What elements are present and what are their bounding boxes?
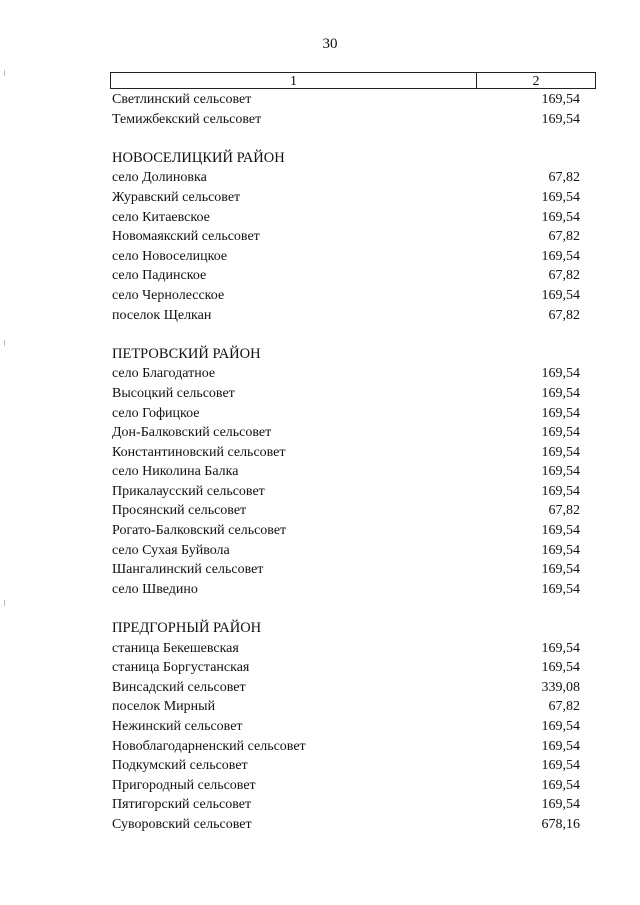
table-row	[112, 795, 580, 815]
table-row	[112, 90, 580, 110]
amount-value: 169,54	[541, 581, 580, 597]
table-row	[112, 541, 580, 561]
amount-value: 169,54	[541, 542, 580, 558]
settlement-name: село Чернолесское	[112, 287, 225, 303]
amount-value: 169,54	[541, 523, 580, 539]
settlement-name: село Новоселицкое	[112, 248, 228, 264]
table-row	[112, 776, 580, 796]
amount-value: 67,82	[548, 268, 580, 284]
amount-value: 67,82	[548, 229, 580, 245]
settlement-name: Шангалинский сельсовет	[112, 562, 264, 578]
settlement-name: Прикалаусский сельсовет	[112, 483, 265, 499]
column-header-1: 1	[111, 73, 477, 88]
settlement-name: Винсадский сельсовет	[112, 679, 246, 695]
settlement-name: село Долиновка	[112, 170, 207, 186]
settlement-name: поселок Щелкан	[112, 307, 212, 323]
table-row	[112, 462, 580, 482]
amount-value: 169,54	[541, 483, 580, 499]
settlement-name: село Китаевское	[112, 209, 210, 225]
district-title: ПЕТРОВСКИЙ РАЙОН	[112, 345, 261, 362]
table-row	[112, 286, 580, 306]
settlement-name: Новоблагодарненский сельсовет	[112, 738, 306, 754]
amount-value: 169,54	[541, 425, 580, 441]
settlement-name: село Николина Балка	[112, 464, 239, 480]
district-title: НОВОСЕЛИЦКИЙ РАЙОН	[112, 149, 285, 166]
amount-value: 339,08	[541, 679, 580, 695]
amount-value: 169,54	[541, 189, 580, 205]
table-row	[112, 404, 580, 424]
settlement-name: Темижбекский сельсовет	[112, 111, 262, 127]
table-row	[112, 266, 580, 286]
amount-value: 169,54	[541, 405, 580, 421]
amount-value: 169,54	[541, 92, 580, 107]
table-row	[112, 247, 580, 267]
page-number: 30	[322, 36, 338, 52]
table-row	[112, 756, 580, 776]
amount-value: 169,54	[541, 209, 580, 225]
amount-value: 169,54	[541, 111, 580, 127]
settlement-name: село Благодатное	[112, 366, 216, 382]
table-row	[112, 560, 580, 580]
settlement-name: Константиновский сельсовет	[112, 444, 286, 460]
table-row	[112, 639, 580, 659]
settlement-name: Дон-Балковский сельсовет	[112, 425, 272, 441]
settlement-name: станица Боргустанская	[112, 660, 250, 676]
amount-value: 678,16	[541, 816, 580, 832]
table-row	[112, 423, 580, 443]
amount-value: 169,54	[541, 562, 580, 578]
amount-value: 169,54	[541, 366, 580, 382]
table-row	[112, 443, 580, 463]
settlement-name: Пригородный сельсовет	[112, 777, 256, 793]
table-row	[112, 580, 580, 600]
settlement-name: Пятигорский сельсовет	[112, 797, 252, 813]
amount-value: 169,54	[541, 385, 580, 401]
table-row	[112, 364, 580, 384]
settlement-name: Светлинский сельсовет	[112, 92, 252, 107]
table-row	[112, 501, 580, 521]
table-row	[112, 717, 580, 737]
amount-value: 169,54	[541, 719, 580, 734]
district-title: ПРЕДГОРНЫЙ РАЙОН	[112, 620, 262, 637]
settlement-name: Суворовский сельсовет	[112, 816, 252, 832]
table-row	[112, 384, 580, 404]
settlement-name: село Падинское	[112, 268, 207, 284]
table-row	[112, 737, 580, 757]
table-row	[112, 658, 580, 678]
scan-mark	[4, 70, 5, 76]
amount-value: 67,82	[548, 699, 580, 715]
settlement-name: Новомаякский сельсовет	[112, 229, 260, 245]
table-row	[112, 678, 580, 698]
amount-value: 169,54	[541, 797, 580, 813]
amount-value: 169,54	[541, 444, 580, 460]
table-row	[112, 306, 580, 326]
settlement-name: Журавский сельсовет	[112, 189, 241, 205]
scan-mark	[4, 600, 5, 606]
table-row	[112, 110, 580, 130]
table-row	[112, 208, 580, 228]
table-row	[112, 815, 580, 835]
amount-value: 169,54	[541, 738, 580, 754]
table-row	[112, 188, 580, 208]
settlement-name: Нежинский сельсовет	[112, 719, 243, 734]
table-row	[112, 521, 580, 541]
amount-value: 169,54	[541, 660, 580, 676]
amount-value: 67,82	[548, 307, 580, 323]
amount-value: 67,82	[548, 503, 580, 519]
settlement-name: Просянский сельсовет	[112, 503, 247, 519]
table-body	[112, 90, 580, 835]
settlement-name: Подкумский сельсовет	[112, 758, 248, 774]
amount-value: 169,54	[541, 287, 580, 303]
table-row	[112, 697, 580, 717]
settlement-name: Высоцкий сельсовет	[112, 385, 235, 401]
table-row	[112, 482, 580, 502]
settlement-name: село Шведино	[112, 581, 198, 597]
amount-value: 169,54	[541, 777, 580, 793]
table-row	[112, 168, 580, 188]
amount-value: 169,54	[541, 758, 580, 774]
settlement-name: село Сухая Буйвола	[112, 542, 230, 558]
settlement-name: поселок Мирный	[112, 699, 216, 715]
table-row	[112, 227, 580, 247]
amount-value: 169,54	[541, 248, 580, 264]
settlement-name: станица Бекешевская	[112, 640, 239, 656]
amount-value: 67,82	[548, 170, 580, 186]
table-header	[110, 72, 596, 89]
amount-value: 169,54	[541, 464, 580, 480]
settlement-name: Рогато-Балковский сельсовет	[112, 523, 287, 539]
amount-value: 169,54	[541, 640, 580, 656]
settlement-name: село Гофицкое	[112, 405, 200, 421]
column-header-2: 2	[532, 74, 540, 89]
scan-mark	[4, 340, 5, 346]
